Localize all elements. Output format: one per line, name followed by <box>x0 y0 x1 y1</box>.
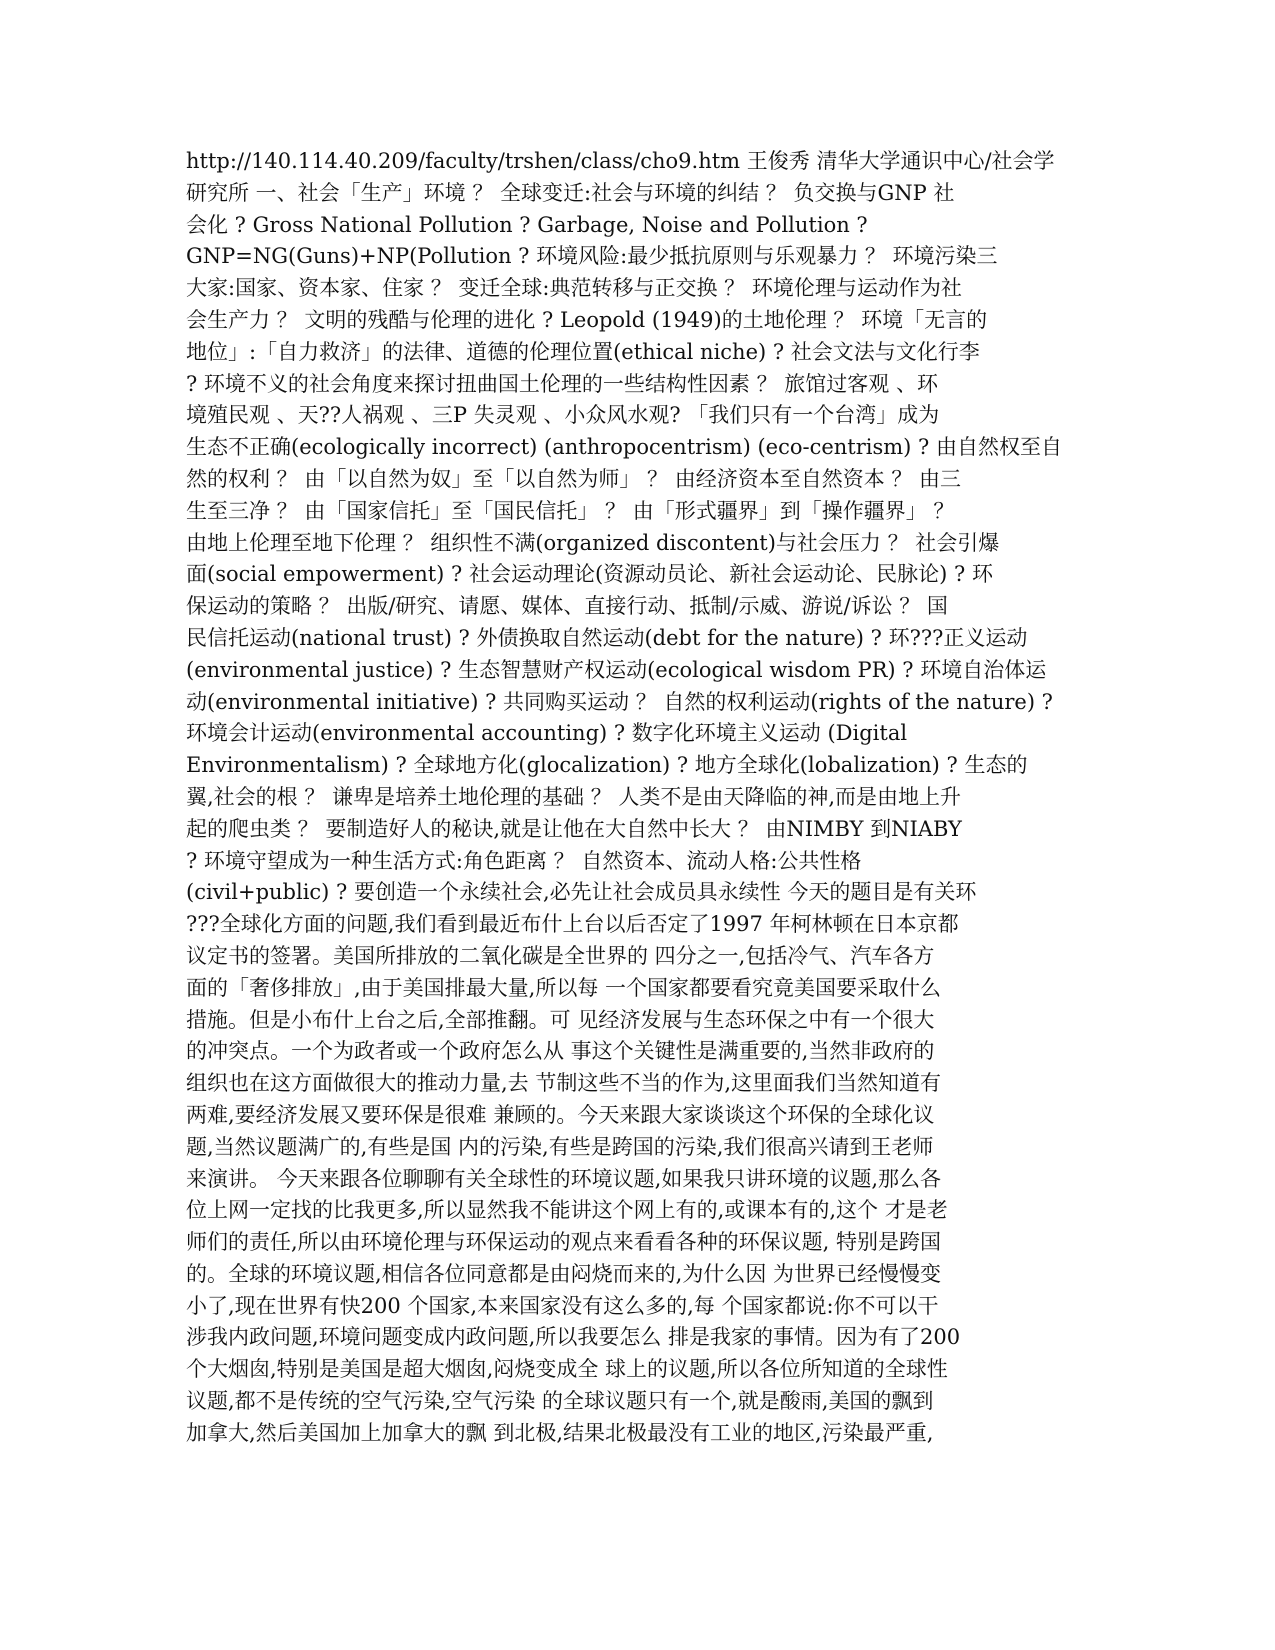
text-line: GNP=NG(Guns)+NP(Pollution ? 环境风险:最少抵抗原则与乐观暴力 ？ 环境污染三 <box>186 244 998 269</box>
text-line: 涉我内政问题,环境问题变成内政问题,所以我要怎么 排是我家的事情。因为有了200 <box>186 1325 961 1350</box>
text-line: 措施。但是小布什上台之后,全部推翻。可 见经济发展与生态环保之中有一个很大 <box>186 1007 935 1032</box>
text-line: 起的爬虫类 ？ 要制造好人的秘诀,就是让他在大自然中长大 ？ 由NIMBY 到NIABY <box>186 816 962 841</box>
text-line: 会化 ? Gross National Pollution ? Garbage, Noise and Pollution ? <box>186 212 868 237</box>
text-line: 动(environmental initiative) ? 共同购买运动 ？ 自然的权利运动(rights of the nature) ? <box>186 689 1053 714</box>
text-line: 生至三净 ？ 由「国家信托」至「国民信托」 ？ 由「形式疆界」到「操作疆界」 ？ <box>186 498 955 523</box>
text-line: 会生产力 ？ 文明的残酷与伦理的进化 ? Leopold (1949)的土地伦理 ？ 环境「无言的 <box>186 307 988 332</box>
text-line: 小了,现在世界有快200 个国家,本来国家没有这么多的,每 个国家都说:你不可以干 <box>186 1293 939 1318</box>
text-line: 保运动的策略 ？ 出版/研究、请愿、媒体、直接行动、抵制/示威、游说/诉讼 ？ 国 <box>186 594 948 619</box>
text-line: 的冲突点。一个为政者或一个政府怎么从 事这个关键性是满重要的,当然非政府的 <box>186 1039 935 1064</box>
body-text <box>186 146 1066 1450</box>
text-line: 面(social empowerment) ? 社会运动理论(资源动员论、新社会运动论、民脉论) ? 环 <box>186 562 993 587</box>
text-line: ? 环境不义的社会角度来探讨扭曲国土伦理的一些结构性因素 ？ 旅馆过客观 、环 <box>186 371 938 396</box>
text-line: 境殖民观 、天??人祸观 、三P 失灵观 、小众风水观? 「我们只有一个台湾」成为 <box>186 403 940 428</box>
text-line: 面的「奢侈排放」,由于美国排最大量,所以每 一个国家都要看究竟美国要采取什么 <box>186 975 942 1000</box>
text-line: 民信托运动(national trust) ? 外债换取自然运动(debt for the nature) ? 环???正义运动 <box>186 625 1028 650</box>
text-line: 生态不正确(ecologically incorrect) (anthropocentrism) (eco-centrism) ? 由自然权至自 <box>186 435 1062 460</box>
text-line: 来演讲。 今天来跟各位聊聊有关全球性的环境议题,如果我只讲环境的议题,那么各 <box>186 1166 942 1191</box>
text-line: ???全球化方面的问题,我们看到最近布什上台以后否定了1997 年柯林顿在日本京都 <box>186 912 959 937</box>
text-line: 师们的责任,所以由环境伦理与环保运动的观点来看看各种的环保议题, 特别是跨国 <box>186 1230 942 1255</box>
text-line: 加拿大,然后美国加上加拿大的飘 到北极,结果北极最没有工业的地区,污染最严重, <box>186 1420 934 1445</box>
text-line: 位上网一定找的比我更多,所以显然我不能讲这个网上有的,或课本有的,这个 才是老 <box>186 1198 948 1223</box>
text-line: 翼,社会的根 ？ 谦卑是培养土地伦理的基础 ？ 人类不是由天降临的神,而是由地上升 <box>186 784 962 809</box>
text-line: Environmentalism) ? 全球地方化(glocalization) ? 地方全球化(lobalization) ? 生态的 <box>186 753 1028 778</box>
text-line: 环境会计运动(environmental accounting) ? 数字化环境主义运动 (Digital <box>186 721 908 746</box>
text-line: 题,当然议题满广的,有些是国 内的污染,有些是跨国的污染,我们很高兴请到王老师 <box>186 1134 934 1159</box>
text-line: 个大烟囱,特别是美国是超大烟囱,闷烧变成全 球上的议题,所以各位所知道的全球性 <box>186 1357 948 1382</box>
text-line: http://140.114.40.209/faculty/trshen/class/cho9.htm 王俊秀 清华大学通识中心/社会学 <box>186 149 1055 173</box>
text-line: 由地上伦理至地下伦理 ？ 组织性不满(organized discontent)与社会压力 ？ 社会引爆 <box>186 530 1000 555</box>
text-line: 议题,都不是传统的空气污染,空气污染 的全球议题只有一个,就是酸雨,美国的飘到 <box>186 1389 934 1414</box>
text-line: 大家:国家、资本家、住家 ？ 变迁全球:典范转移与正交换 ？ 环境伦理与运动作为社 <box>186 276 962 301</box>
text-line: 组织也在这方面做很大的推动力量,去 节制这些不当的作为,这里面我们当然知道有 <box>186 1071 942 1096</box>
text-line: (civil+public) ? 要创造一个永续社会,必先让社会成员具永续性 今天的题目是有关环 <box>186 880 977 905</box>
text-line: (environmental justice) ? 生态智慧财产权运动(ecological wisdom PR) ? 环境自治体运 <box>186 657 1047 682</box>
text-line: 研究所 一、社会「生产」环境 ？ 全球变迁:社会与环境的纠结 ？ 负交换与GNP 社 <box>186 180 955 205</box>
text-line: 然的权利 ？ 由「以自然为奴」至「以自然为师」 ？ 由经济资本至自然资本 ？ 由三 <box>186 466 962 491</box>
text-line: 的。全球的环境议题,相信各位同意都是由闷烧而来的,为什么因 为世界已经慢慢变 <box>186 1261 942 1286</box>
text-line: 两难,要经济发展又要环保是很难 兼顾的。今天来跟大家谈谈这个环保的全球化议 <box>186 1102 935 1127</box>
text-line: 地位」:「自力救济」的法律、道德的伦理位置(ethical niche) ? 社会文法与文化行李 <box>186 339 980 364</box>
text-line: 议定书的签署。美国所排放的二氧化碳是全世界的 四分之一,包括冷气、汽车各方 <box>186 943 935 968</box>
text-line: ? 环境守望成为一种生活方式:角色距离 ？ 自然资本、流动人格:公共性格 <box>186 848 862 873</box>
